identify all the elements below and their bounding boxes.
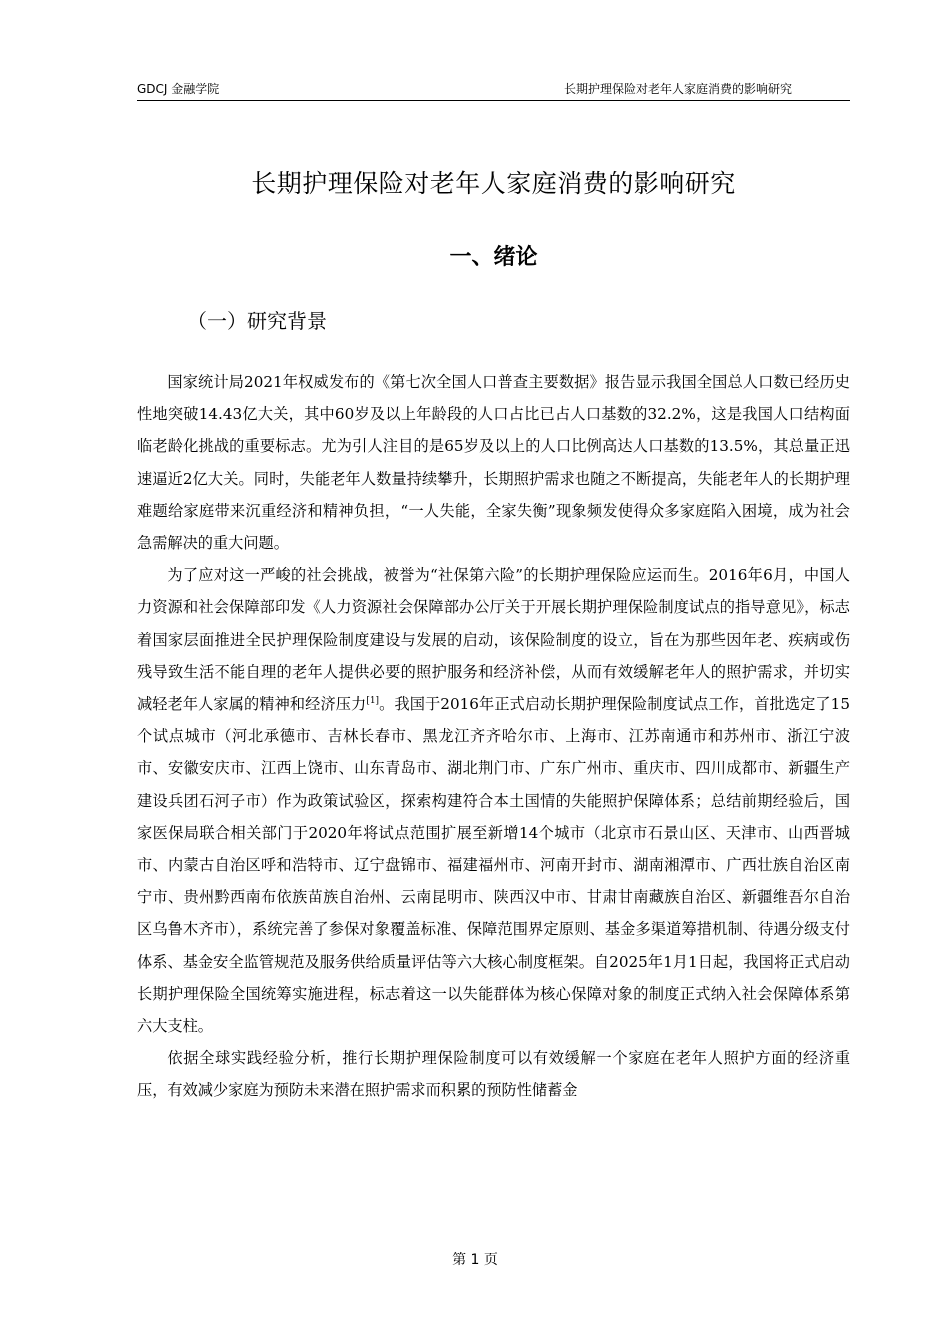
citation-marker: [1] [366,696,380,707]
paragraph-2-part-a: 为了应对这一严峻的社会挑战，被誉为“社保第六险”的长期护理保险应运而生。2016年6月，中国人力资源和社会保障部印发《人力资源社会保障部办公厅关于开展长期护理保险制度试点的指导意见》，标志着国家层面推进全民护理保险制度建设与发展的启动，该保险制度的设立，旨在为那些因年老、疾病或伤残导致生活不能自理的老年人提供必要的照护服务和经济补偿，从而有效缓解老年人的照护需求，并切实减轻老年人家属的精神和经济压力 [137,566,850,714]
paragraph-3: 依据全球实践经验分析，推行长期护理保险制度可以有效缓解一个家庭在老年人照护方面的经济重压，有效减少家庭为预防未来潜在照护需求而积累的预防性储蓄金 [137,1049,850,1100]
subsection-title: （一）研究背景 [187,309,327,333]
page-header [137,78,850,101]
paragraph-1: 国家统计局2021年权威发布的《第七次全国人口普查主要数据》报告显示我国全国总人口数已经历史性地突破14.43亿大关，其中60岁及以上年龄段的人口占比已占人口基数的32.2%，这是我国人口结构面临老龄化挑战的重要标志。尤为引人注目的是65岁及以上的人口比例高达人口基数的13.5%，其总量正迅速逼近2亿大关。同时，失能老年人数量持续攀升，长期照护需求也随之不断提高，失能老年人的长期护理难题给家庭带来沉重经济和精神负担，“一人失能，全家失衡”现象频发使得众多家庭陷入困境，成为社会急需解决的重大问题。 [137,373,850,553]
section-title: 一、绪论 [449,245,538,270]
paragraph-2-part-b: 。我国于2016年正式启动长期护理保险制度试点工作，首批选定了15个试点城市（河北承德市、吉林长春市、黑龙江齐齐哈尔市、上海市、江苏南通市和苏州市、浙江宁波市、安徽安庆市、江西上饶市、山东青岛市、湖北荆门市、广东广州市、重庆市、四川成都市、新疆生产建设兵团石河子市）作为政策试验区，探索构建符合本土国情的失能照护保障体系；总结前期经验后，国家医保局联合相关部门于2020年将试点范围扩展至新增14个城市（北京市石景山区、天津市、山西晋城市、内蒙古自治区呼和浩特市、辽宁盘锦市、福建福州市、河南开封市、湖南湘潭市、广西壮族自治区南宁市、贵州黔西南布依族苗族自治州、云南昆明市、陕西汉中市、甘肃甘南藏族自治区、新疆维吾尔自治区乌鲁木齐市），系统完善了参保对象覆盖标准、保障范围界定原则、基金多渠道筹措机制、待遇分级支付体系、基金安全监管规范及服务供给质量评估等六大核心制度框架。自2025年1月1日起，我国将正式启动长期护理保险全国统筹实施进程，标志着这一以失能群体为核心保障对象的制度正式纳入社会保障体系第六大支柱。 [137,695,850,1036]
header-institution: GDCJ 金融学院 [137,82,220,96]
paragraph-2 [137,559,850,1042]
body-text [137,366,850,1107]
page-number: 第 1 页 [452,1252,498,1268]
header-running-title: 长期护理保险对老年人家庭消费的影响研究 [563,82,792,96]
document-title: 长期护理保险对老年人家庭消费的影响研究 [251,169,736,198]
